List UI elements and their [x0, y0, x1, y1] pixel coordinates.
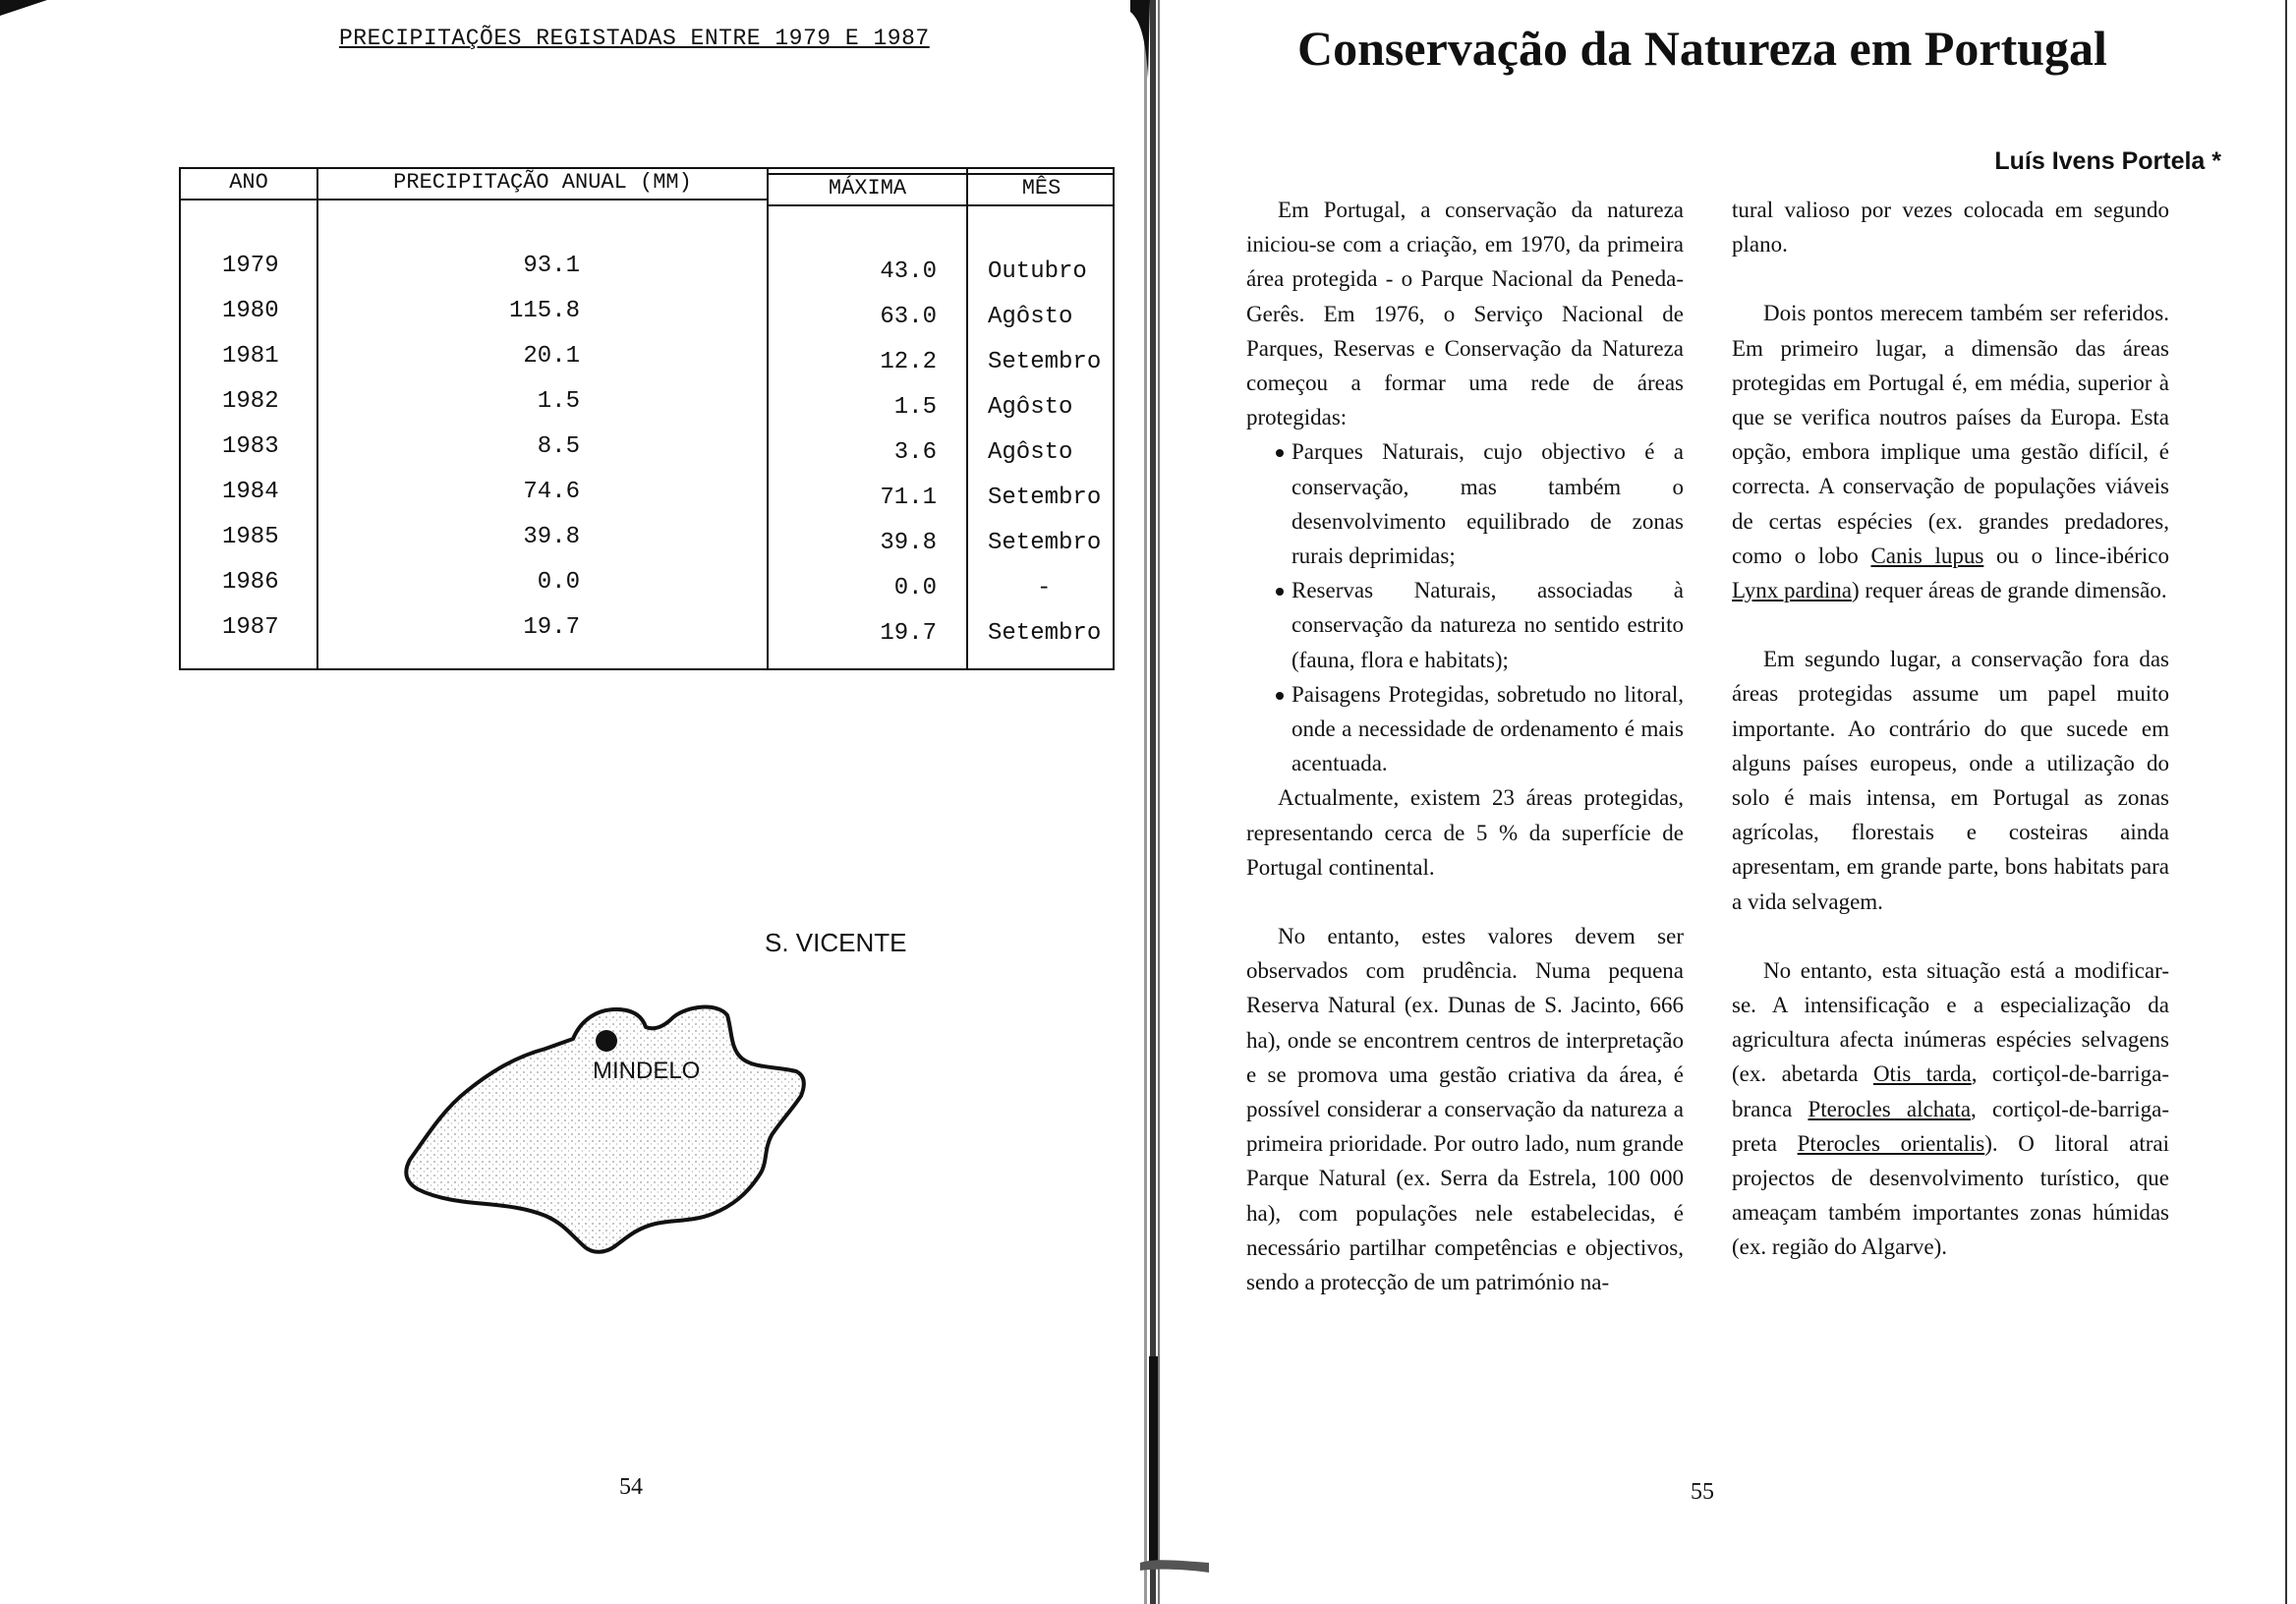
cell-maxima: 1.5 [893, 394, 937, 421]
header-mes: MÊS [968, 173, 1115, 206]
scan-corner-mark [0, 0, 47, 16]
cell-ano: 1986 [222, 569, 279, 596]
header-ano: ANO [181, 169, 316, 200]
column-precipitacao [318, 169, 769, 668]
species-name: Otis tarda [1872, 1061, 1972, 1087]
cell-precipitacao: 0.0 [537, 569, 580, 596]
island-label: S. VICENTE [765, 928, 907, 957]
cell-maxima: 3.6 [893, 439, 937, 466]
text-run: ou o lince-ibérico [1996, 543, 2170, 568]
cell-ano: 1982 [222, 388, 279, 415]
column-mes [968, 169, 1115, 668]
cell-ano: 1983 [222, 433, 279, 460]
article-title: Conservação da Natureza em Portugal [1297, 21, 2107, 76]
cell-precipitacao: 93.1 [523, 253, 580, 279]
species-name: Pterocles orientalis [1797, 1130, 1985, 1156]
cell-precipitacao: 20.1 [523, 343, 580, 370]
cell-mes: Setembro [988, 349, 1102, 375]
header-precipitacao: PRECIPITAÇÃO ANUAL (MM) [318, 169, 767, 200]
paragraph [1732, 953, 2169, 1265]
cell-maxima: 19.7 [880, 620, 937, 647]
cell-mes: - [1037, 575, 1052, 602]
page-edge-shadow [2282, 0, 2290, 1604]
cell-maxima: 0.0 [893, 575, 937, 602]
cell-ano: 1984 [222, 479, 279, 505]
species-name: Canis lupus [1870, 543, 1984, 568]
paragraph: Actualmente, existem 23 áreas protegidas, representando cerca de 5 % da superfície de Portugal continental. [1246, 785, 1684, 880]
cell-mes: Agôsto [988, 394, 1073, 421]
table-title: PRECIPITAÇÕES REGISTADAS ENTRE 1979 E 1987 [339, 26, 930, 51]
cell-ano: 1987 [222, 614, 279, 641]
page-number-left: 54 [619, 1474, 643, 1500]
text-run: , cortiçol-de-barriga-branca [1732, 1061, 2169, 1121]
paragraph: Em segundo lugar, a conservação fora das áreas protegidas assume um papel muito importante. Ao contrário do que sucede em alguns países europeus, onde a utilização do solo é mais intensa, em Portugal as zonas agrícolas, florestais e costeiras ainda apresentam, em grande parte, bons habitats para a vida selvagem. [1732, 647, 2169, 914]
header-maxima: MÁXIMA [769, 173, 966, 206]
cell-maxima: 39.8 [880, 530, 937, 556]
cell-ano: 1980 [222, 298, 279, 324]
species-name: Lynx pardina [1732, 578, 1852, 603]
list-item: Parques Naturais, cujo objectivo é a conservação, mas também o desenvolvimento equilibrado de zonas rurais deprimidas; [1246, 434, 1684, 573]
column-maxima [769, 169, 968, 668]
paragraph: No entanto, estes valores devem ser observados com prudência. Numa pequena Reserva Natural (ex. Dunas de S. Jacinto, 666 ha), onde se encontrem centros de interpretação e se promova uma gestão criativa da área, é possível considerar a conservação da natureza a primeira prioridade. Por outro lado, num grande Parque Natural (ex. Serra da Estrela, 100 000 ha), com populações nele estabelecidas, é necessário partilhar competências e objectivos, sendo a protecção de um património na- [1246, 924, 1684, 1295]
cell-mes: Setembro [988, 485, 1102, 511]
text-run: Dois pontos merecem também ser referidos. Em primeiro lugar, a dimensão das áreas protegidas em Portugal é, em média, superior à que se verifica noutros países da Europa. Esta opção, embora implique uma gestão difícil, é correcta. A conservação de populações viáveis de certas espécies (ex. grandes predadores, como o lobo [1732, 301, 2169, 568]
cell-ano: 1981 [222, 343, 279, 370]
species-name: Pterocles alchata [1808, 1096, 1972, 1121]
paragraph: Em Portugal, a conservação da natureza iniciou-se com a criação, em 1970, da primeira área protegida - o Parque Nacional da Peneda-Gerês. Em 1976, o Serviço Nacional de Parques, Reservas e Conservação da Natureza começou a formar uma rede de áreas protegidas: [1246, 198, 1684, 430]
cell-precipitacao: 115.8 [508, 298, 580, 324]
text-run: ). O litoral atrai projectos de desenvolvimento turístico, que ameaçam também importantes zonas húmidas (ex. região do Algarve). [1732, 1130, 2169, 1260]
paragraph [1732, 296, 2169, 607]
page-number-right: 55 [1691, 1479, 1714, 1505]
text-run: No entanto, esta situação está a modificar-se. A intensificação e a especialização da agricultura afecta inúmeras espécies selvagens (ex. abetarda [1732, 957, 2169, 1087]
cell-precipitacao: 19.7 [523, 614, 580, 641]
cell-maxima: 43.0 [880, 258, 937, 285]
city-label: MINDELO [593, 1058, 701, 1084]
cell-precipitacao: 1.5 [537, 388, 580, 415]
paragraph: tural valioso por vezes colocada em segundo plano. [1732, 198, 2169, 258]
cell-mes: Setembro [988, 620, 1102, 647]
text-column-2 [1732, 193, 2169, 1265]
cell-maxima: 12.2 [880, 349, 937, 375]
island-map [398, 988, 821, 1263]
list-item: Paisagens Protegidas, sobretudo no litoral, onde a necessidade de ordenamento é mais acentuada. [1246, 677, 1684, 781]
right-page [1209, 0, 2296, 1604]
cell-mes: Outubro [988, 258, 1087, 285]
article-author: Luís Ivens Portela * [1994, 147, 2221, 175]
protected-area-types-list [1246, 434, 1684, 780]
book-spine [1130, 0, 1209, 1604]
precipitation-table [179, 167, 1115, 670]
cell-ano: 1979 [222, 253, 279, 279]
cell-ano: 1985 [222, 524, 279, 550]
cell-mes: Setembro [988, 530, 1102, 556]
cell-maxima: 63.0 [880, 304, 937, 330]
column-ano [181, 169, 318, 668]
text-run: ) requer áreas de grande dimensão. [1852, 578, 2167, 603]
text-column-1 [1246, 193, 1684, 1299]
left-page [0, 0, 1130, 1604]
list-item: Reservas Naturais, associadas à conservação da natureza no sentido estrito (fauna, flora e habitats); [1246, 573, 1684, 677]
city-marker [596, 1030, 617, 1052]
cell-maxima: 71.1 [880, 485, 937, 511]
cell-mes: Agôsto [988, 439, 1073, 466]
cell-precipitacao: 74.6 [523, 479, 580, 505]
cell-mes: Agôsto [988, 304, 1073, 330]
cell-precipitacao: 39.8 [523, 524, 580, 550]
text-run: , cortiçol-de-barriga-preta [1732, 1096, 2169, 1156]
cell-precipitacao: 8.5 [537, 433, 580, 460]
